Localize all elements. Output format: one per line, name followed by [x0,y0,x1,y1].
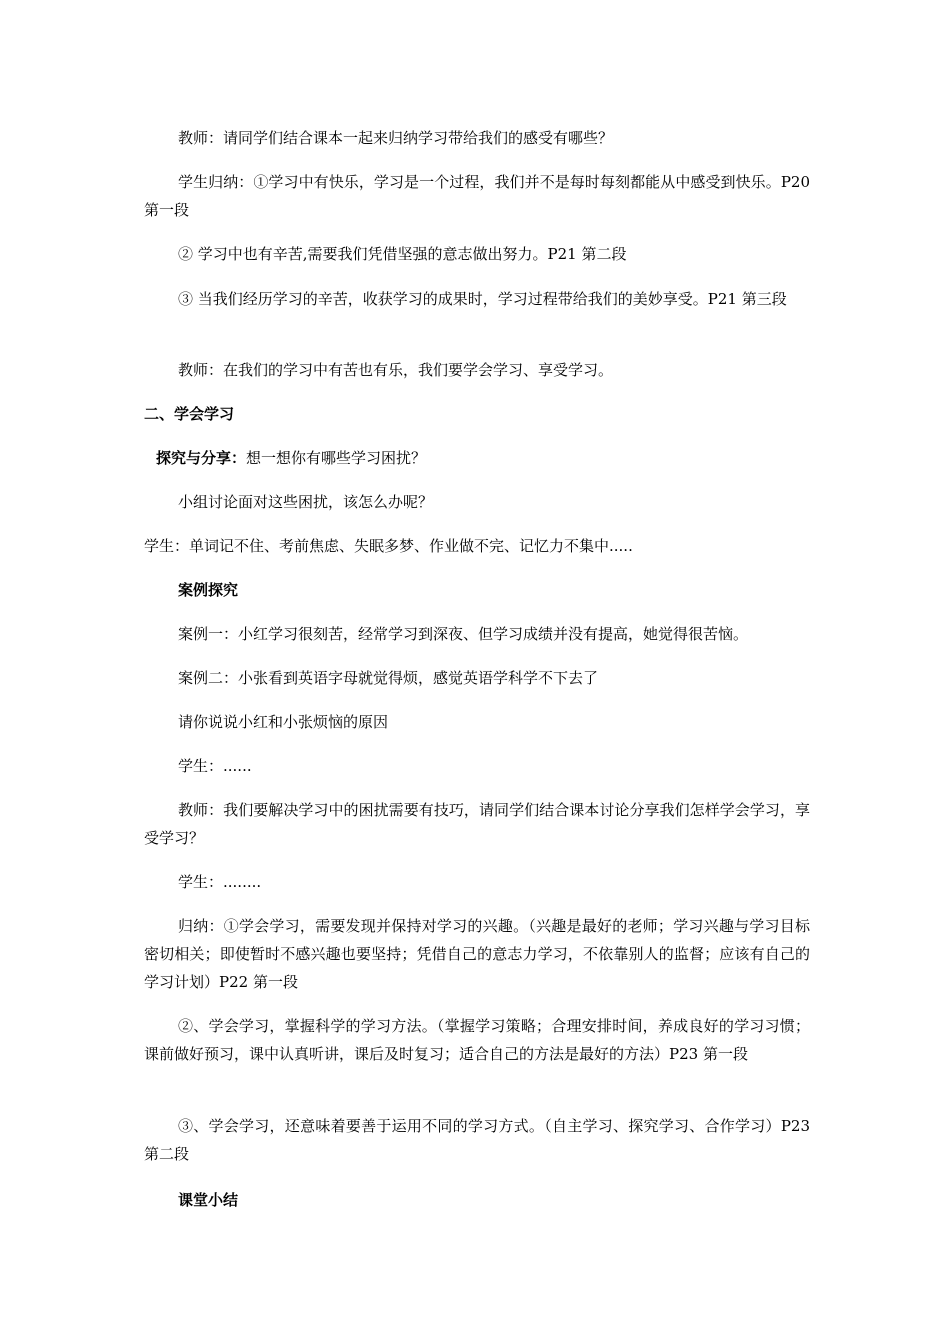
explore-share-label: 探究与分享： [156,449,247,467]
explore-share-line [156,444,822,472]
teacher-statement: 教师：在我们的学习中有苦也有乐，我们要学会学习、享受学习。 [178,361,614,379]
explore-share-question: 想一想你有哪些学习困扰？ [246,449,427,467]
case-question: 请你说说小红和小张烦恼的原因 [178,713,389,731]
case-study-heading: 案例探究 [178,581,239,599]
case-two: 案例二：小张看到英语字母就觉得烦，感觉英语学科学不下去了 [178,669,599,687]
summary-point-3: ③、学会学习，还意味着要善于运用不同的学习方式。（自主学习、探究学习、合作学习）P23 第二段 [144,1117,810,1163]
student-summary-1: 学生归纳：①学习中有快乐，学习是一个过程，我们并不是每时每刻都能从中感受到快乐。P20 第一段 [144,173,810,219]
summary-point-2: ②、学会学习，掌握科学的学习方法。（掌握学习策略；合理安排时间，养成良好的学习习惯；课前做好预习，课中认真听讲，课后及时复习；适合自己的方法是最好的方法）P23 第一段 [144,1017,810,1063]
case-one: 案例一：小红学习很刻苦，经常学习到深夜、但学习成绩并没有提高，她觉得很苦恼。 [178,625,749,643]
student-answer-2: 学生：........ [178,873,262,891]
class-summary-heading: 课堂小结 [178,1191,239,1209]
teacher-question-feelings: 教师：请同学们结合课本一起来归纳学习带给我们的感受有哪些？ [178,129,614,147]
student-summary-3: ③ 当我们经历学习的辛苦，收获学习的成果时，学习过程带给我们的美妙享受。P21 第三段 [178,290,787,308]
student-troubles: 学生：单词记不住、考前焦虑、失眠多梦、作业做不完、记忆力不集中..... [144,537,633,555]
group-discussion: 小组讨论面对这些困扰，该怎么办呢？ [178,493,434,511]
student-summary-2: ② 学习中也有辛苦,需要我们凭借坚强的意志做出努力。P21 第二段 [178,245,627,263]
student-answer-1: 学生：...... [178,757,252,775]
teacher-question-methods: 教师：我们要解决学习中的困扰需要有技巧，请同学们结合课本讨论分享我们怎样学会学习，享受学习？ [144,801,810,847]
section-heading-learn: 二、学会学习 [144,405,235,423]
summary-point-1: 归纳：①学会学习，需要发现并保持对学习的兴趣。（兴趣是最好的老师；学习兴趣与学习目标密切相关；即使暂时不感兴趣也要坚持；凭借自己的意志力学习，不依靠别人的监督；应该有自己的学习计划）P22 第一段 [144,917,810,991]
